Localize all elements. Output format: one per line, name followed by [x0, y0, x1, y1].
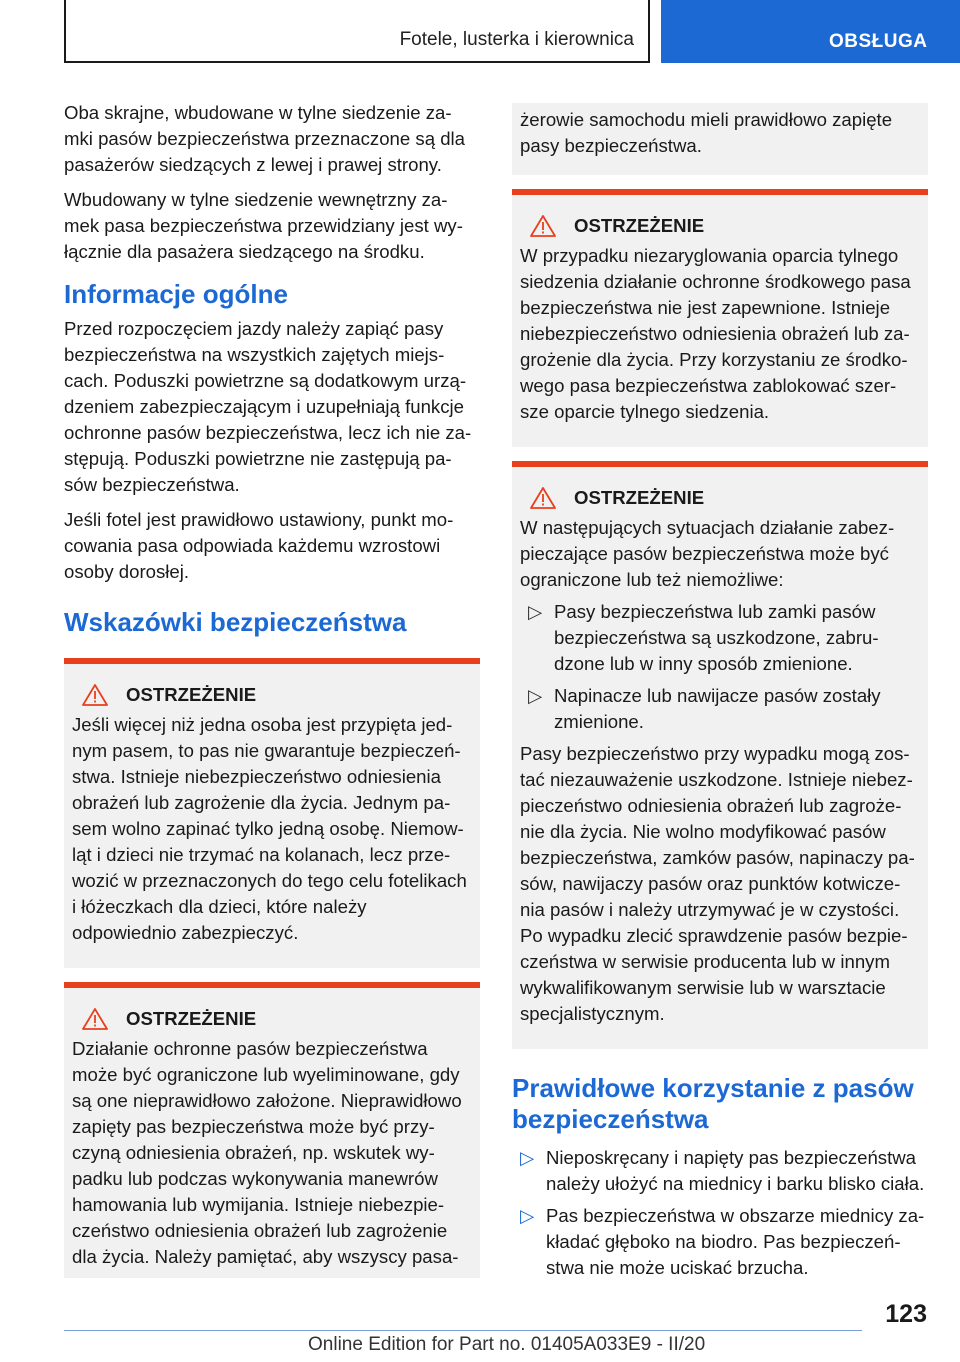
- left-column: [64, 100, 480, 1278]
- warning-title: OSTRZEŻENIE: [126, 1008, 257, 1029]
- paragraph: Wbudowany w tylne siedzenie wewnętrzny za-mek pasa bezpieczeństwa przewidziany jest wy-łącznie dla pasażera siedzącego na środku.: [64, 189, 463, 262]
- heading-correct-usage: Prawidłowe korzystanie z pasów bezpieczeństwa: [512, 1073, 914, 1134]
- footer-divider: [64, 1330, 862, 1331]
- list-item: ▷ Napinacze lub nawijacze pasów zostały zmienione.: [528, 685, 881, 732]
- warning-title-row: [72, 682, 472, 708]
- header-section-box: [64, 0, 650, 63]
- warning-title: OSTRZEŻENIE: [574, 487, 705, 508]
- paragraph: Przed rozpoczęciem jazdy należy zapiąć pasy bezpieczeństwa na wszystkich zajętych miejs-cach. Poduszki powietrzne są dodatkowym urzą-dzeniem zabezpieczającym i uzupełniają funkcje ochronne pasów bezpieczeństwa, lecz ich nie za-stępują. Poduszki powietrzne nie zastępują pa-sów bezpieczeństwa.: [64, 318, 472, 495]
- warning-bullet-list: [520, 599, 920, 735]
- warning-box: [512, 189, 928, 447]
- bullet-marker-icon: ▷: [520, 1205, 535, 1226]
- right-column: [512, 103, 928, 1287]
- warning-triangle-icon: [530, 487, 556, 509]
- list-item: ▷ Pas bezpieczeństwa w obszarze miednicy za-kładać głęboko na biodro. Pas bezpieczeń-stwa nie może uciskać brzucha.: [520, 1205, 925, 1278]
- warning-title-row: [520, 213, 920, 239]
- warning-title: OSTRZEŻENIE: [574, 215, 705, 236]
- warning-text: Jeśli więcej niż jedna osoba jest przypięta jed-nym pasem, to pas nie gwarantuje bezpieczeń-stwa. Istnieje niebezpieczeństwo odniesienia obrażeń lub zagrożenie dla życia. Jednym pa-sem wolno zapinać tylko jedną osobę. Niemow-ląt i dzieci nie trzymać na kolanach, lecz prze-wozić w przeznaczonych do tego celu fotelikach i łóżeczkach dla dzieci, które należy odpowiednio zabezpieczyć.: [72, 714, 467, 943]
- paragraph: Jeśli fotel jest prawidłowo ustawiony, punkt mo-cowania pasa odpowiada każdemu wzrostowi osoby dorosłej.: [64, 509, 454, 582]
- warning-text: W przypadku niezaryglowania oparcia tylnego siedzenia działanie ochronne środkowego pasa bezpieczeństwa nie jest zapewnione. Istnieje niebezpieczeństwo odniesienia obrażeń lub za-grożenie dla życia. Przy korzystaniu ze środko-wego pasa bezpieczeństwa zablokować szer-sze oparcie tylnego siedzenia.: [520, 245, 911, 422]
- warning-title-row: [72, 1006, 472, 1032]
- warning-triangle-icon: [530, 215, 556, 237]
- header-tab: [661, 0, 960, 63]
- warning-title: OSTRZEŻENIE: [126, 684, 257, 705]
- warning-box: [64, 658, 480, 968]
- bullet-marker-icon: ▷: [528, 685, 543, 706]
- warning-intro: W następujących sytuacjach działanie zabez-pieczające pasów bezpieczeństwa może być ograniczone lub też niemożliwe:: [520, 517, 895, 590]
- bullet-marker-icon: ▷: [528, 601, 543, 622]
- warning-box-continuation: [512, 103, 928, 175]
- tab-label: OBSŁUGA: [829, 31, 928, 52]
- warning-text: Pasy bezpieczeństwo przy wypadku mogą zos-tać niezauważenie uszkodzone. Istnieje niebez-pieczeństwo odniesienia obrażeń lub zagroże-nie dla życia. Nie wolno modyfikować pasów bezpieczeństwa, zamków pasów, napinaczy pa-sów, nawijaczy pasów oraz punktów kotwicze-nia pasów i należy utrzymywać je w czystości. Po wypadku zlecić sprawdzenie pasów bezpie-czeństwa w serwisie producenta lub w innym wykwalifikowanym serwisie lub w warsztacie specjalistycznym.: [520, 743, 915, 1024]
- warning-triangle-icon: [82, 684, 108, 706]
- warning-title-row: [520, 485, 920, 511]
- list-item: ▷ Pasy bezpieczeństwa lub zamki pasów bezpieczeństwa są uszkodzone, zabru-dzone lub w inny sposób zmienione.: [528, 601, 879, 674]
- paragraph: Oba skrajne, wbudowane w tylne siedzenie za-mki pasów bezpieczeństwa przeznaczone są dla pasażerów siedzących z lewej i prawej strony.: [64, 102, 466, 175]
- warning-text: żerowie samochodu mieli prawidłowo zapięte pasy bezpieczeństwa.: [520, 109, 893, 156]
- section-title: Fotele, lusterka i kierownica: [399, 29, 634, 50]
- heading-safety-notes: Wskazówki bezpieczeństwa: [64, 607, 407, 637]
- warning-box: [64, 982, 480, 1278]
- warning-box: [512, 461, 928, 1049]
- list-item: ▷ Nieposkręcany i napięty pas bezpieczeństwa należy ułożyć na miednicy i barku blisko ciała.: [520, 1147, 925, 1194]
- heading-general-info: Informacje ogólne: [64, 279, 288, 309]
- warning-triangle-icon: [82, 1008, 108, 1030]
- page-number: 123: [885, 1300, 927, 1328]
- bullet-marker-icon: ▷: [520, 1147, 535, 1168]
- warning-text: Działanie ochronne pasów bezpieczeństwa może być ograniczone lub wyeliminowane, gdy są one nieprawidłowo założone. Nieprawidłowo zapięty pas bezpieczeństwa może być przy-czyną odniesienia obrażeń, np. wskutek wy-padku lub podczas wykonywania manewrów hamowania lub wymijania. Istnieje niebezpie-czeństwo odniesienia obrażeń lub zagrożenie dla życia. Należy pamiętać, aby wszyscy pasa-: [72, 1038, 462, 1267]
- footer-edition: Online Edition for Part no. 01405A033E9 - II/20: [308, 1334, 706, 1355]
- usage-bullet-list: [512, 1145, 928, 1281]
